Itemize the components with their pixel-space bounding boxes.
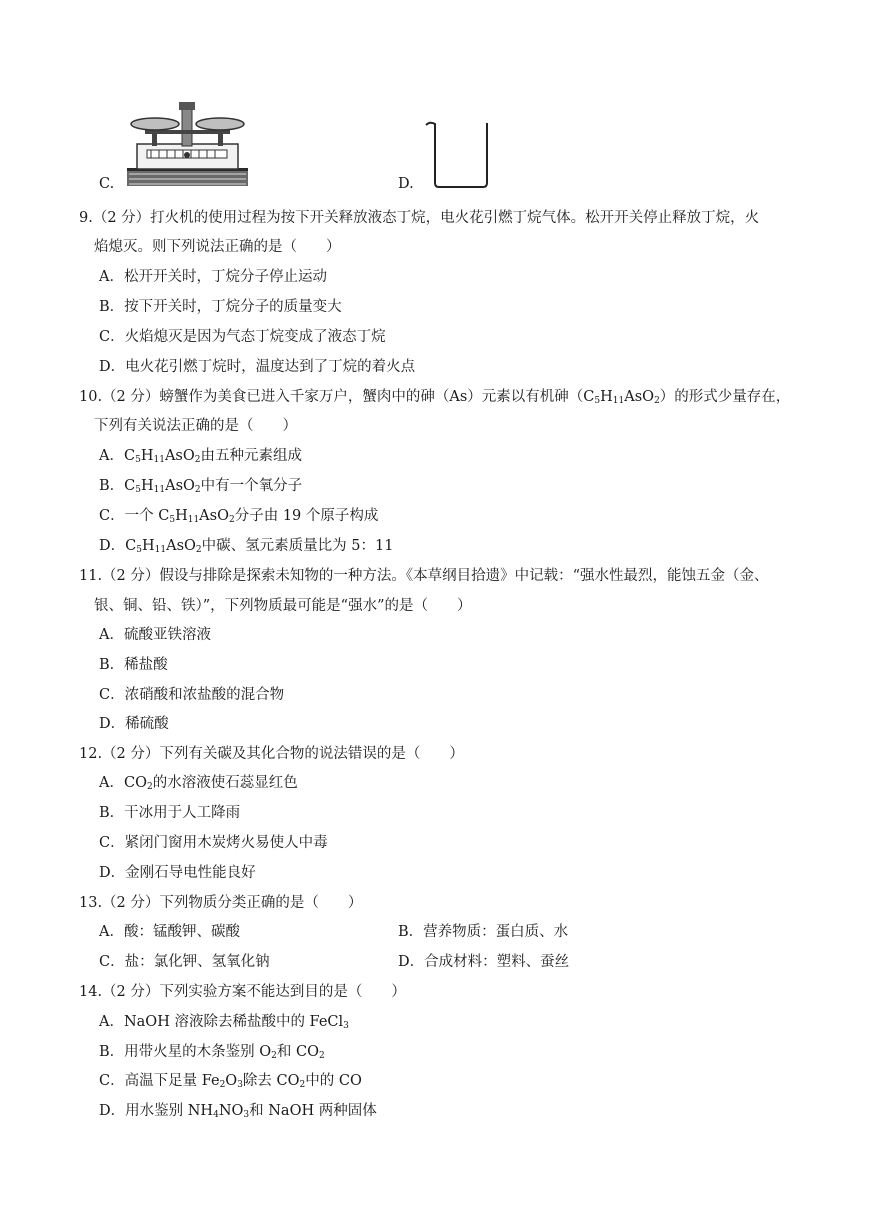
q9-option-c: C．火焰熄灭是因为气态丁烷变成了液态丁烷 (99, 329, 386, 345)
balance-scale-image (125, 100, 250, 188)
q11-option-a: A．硫酸亚铁溶液 (99, 627, 211, 643)
q10-option-a: A．$C_5H_{11}AsO_2$由五种元素组成 (99, 448, 302, 465)
q10-option-b: B．$C_5H_{11}AsO_2$中有一个氧分子 (99, 478, 303, 495)
q11-option-b: B．稀盐酸 (99, 657, 168, 673)
q13-stem: 13.（2 分）下列物质分类正确的是（ ） (79, 895, 363, 911)
q10-stem-line1: 10.（2 分）螃蟹作为美食已进入千家万户，蟹肉中的砷（As）元素以有机砷$(C_5H_{11}AsO_2)$的形式少量存在， (79, 389, 791, 406)
q11-option-c: C．浓硝酸和浓盐酸的混合物 (99, 687, 285, 703)
q14-option-a: A．NaOH 溶液除去稀盐酸中的 FeCl$_3$ (99, 1014, 349, 1031)
q13-option-d: D．合成材料：塑料、蚕丝 (398, 954, 570, 970)
q10-stem-line2: 下列有关说法正确的是（ ） (94, 418, 297, 434)
q13-option-c: C．盐：氯化钾、氢氧化钠 (99, 954, 270, 970)
q14-option-b: B．用带火星的木条鉴别 $O_2$和 $CO_2$ (99, 1044, 325, 1061)
q11-stem-line2: 银、铜、铅、铁）”，下列物质最可能是“强水”的是（ ） (94, 598, 472, 614)
q8-option-c-label: C. (99, 176, 115, 192)
q9-option-b: B．按下开关时，丁烷分子的质量变大 (99, 299, 342, 315)
q14-stem: 14.（2 分）下列实验方案不能达到目的是（ ） (79, 984, 406, 1000)
q12-option-d: D．金刚石导电性能良好 (99, 865, 256, 881)
q10-option-c: C．一个 $C_5H_{11}AsO_2$分子由 19 个原子构成 (99, 508, 379, 525)
q12-option-c: C．紧闭门窗用木炭烤火易使人中毒 (99, 835, 328, 851)
beaker-image (424, 119, 494, 189)
q13-option-a: A．酸：锰酸钾、碳酸 (99, 924, 240, 940)
q14-option-d: D．用水鉴别 $NH_4NO_3$和 NaOH 两种固体 (99, 1103, 377, 1120)
q14-option-c: C．高温下足量 $Fe_2O_3$除去 $CO_2$中的 CO (99, 1073, 362, 1090)
q9-stem-line2: 焰熄灭。则下列说法正确的是（ ） (94, 239, 341, 255)
q12-stem: 12.（2 分）下列有关碳及其化合物的说法错误的是（ ） (79, 746, 464, 762)
q9-option-a: A．松开开关时，丁烷分子停止运动 (99, 269, 327, 285)
q9-stem-line1: 9.（2 分）打火机的使用过程为按下开关释放液态丁烷，电火花引燃丁烷气体。松开开关停止释放丁烷，火 (79, 210, 760, 226)
q9-option-d: D．电火花引燃丁烷时，温度达到了丁烷的着火点 (99, 359, 416, 375)
q11-option-d: D．稀硫酸 (99, 716, 169, 732)
q12-option-b: B．干冰用于人工降雨 (99, 805, 241, 821)
q10-option-d: D．$C_5H_{11}AsO_2$中碳、氢元素质量比为 5：11 (99, 538, 394, 555)
q11-stem-line1: 11.（2 分）假设与排除是探索未知物的一种方法。《本草纲目拾遗》中记载：“强水性最烈，能蚀五金（金、 (79, 568, 769, 584)
q13-option-b: B．营养物质：蛋白质、水 (398, 924, 569, 940)
q8-option-d-label: D. (398, 176, 414, 192)
q12-option-a: A．$CO_2$的水溶液使石蕊显红色 (99, 775, 298, 792)
